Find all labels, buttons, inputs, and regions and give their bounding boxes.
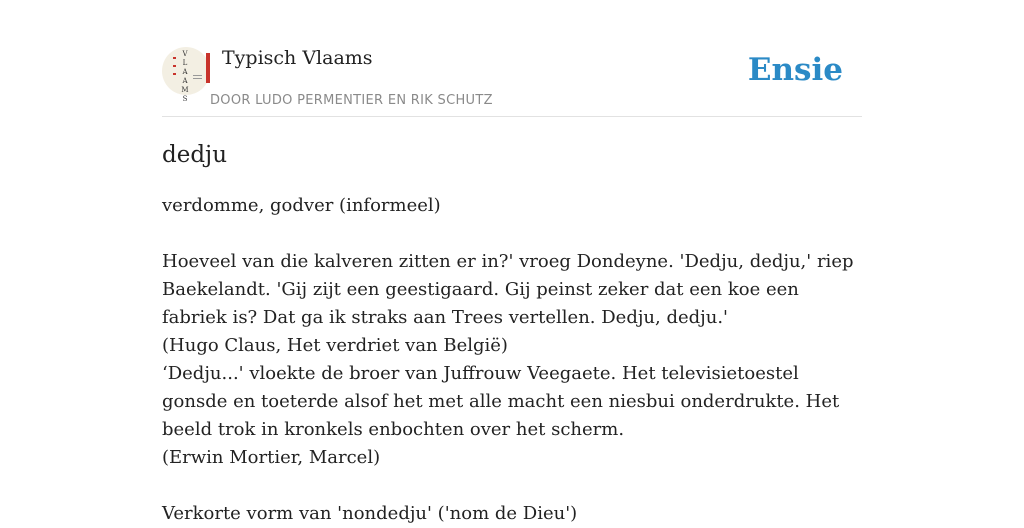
book-cover-icon[interactable] — [162, 47, 210, 103]
cover-lettering: V L A A M S — [181, 50, 189, 103]
cover-mark — [173, 65, 176, 67]
cover-mark — [173, 57, 176, 59]
quote: ‘Dedju...' vloekte de broer van Juffrouw Veegaete. Het televisietoestel gonsde en toeterde alsof het met alle macht een niesbui onderdrukte. Het beeld trok in kronkels enbochten over het scherm. — [162, 363, 840, 440]
cover-line — [193, 78, 202, 79]
byline: DOOR LUDO PERMENTIER EN RIK SCHUTZ — [210, 93, 493, 108]
brand-logo[interactable]: Ensie — [747, 52, 843, 88]
definition: verdomme, godver (informeel) — [162, 195, 441, 216]
header — [162, 0, 862, 117]
cover-line — [193, 75, 202, 76]
book-title[interactable]: Typisch Vlaams — [222, 47, 373, 69]
cover-stripe — [206, 53, 210, 83]
spacer — [162, 220, 862, 248]
entry-content — [162, 192, 862, 528]
quote-source: (Hugo Claus, Het verdriet van België) — [162, 335, 508, 356]
etymology-note: Verkorte vorm van 'nondedju' ('nom de Dieu') — [162, 503, 578, 524]
spacer — [162, 472, 862, 500]
quote: Hoeveel van die kalveren zitten er in?' vroeg Dondeyne. 'Dedju, dedju,' riep Baekelandt. 'Gij zijt een geestigaard. Gij peinst zeker dat een koe een fabriek is? Dat ga ik straks aan Trees vertellen. Dedju, dedju.' — [162, 251, 854, 328]
cover-mark — [173, 73, 176, 75]
quote-source: (Erwin Mortier, Marcel) — [162, 447, 381, 468]
term-title: dedju — [162, 142, 228, 168]
page — [162, 0, 862, 524]
